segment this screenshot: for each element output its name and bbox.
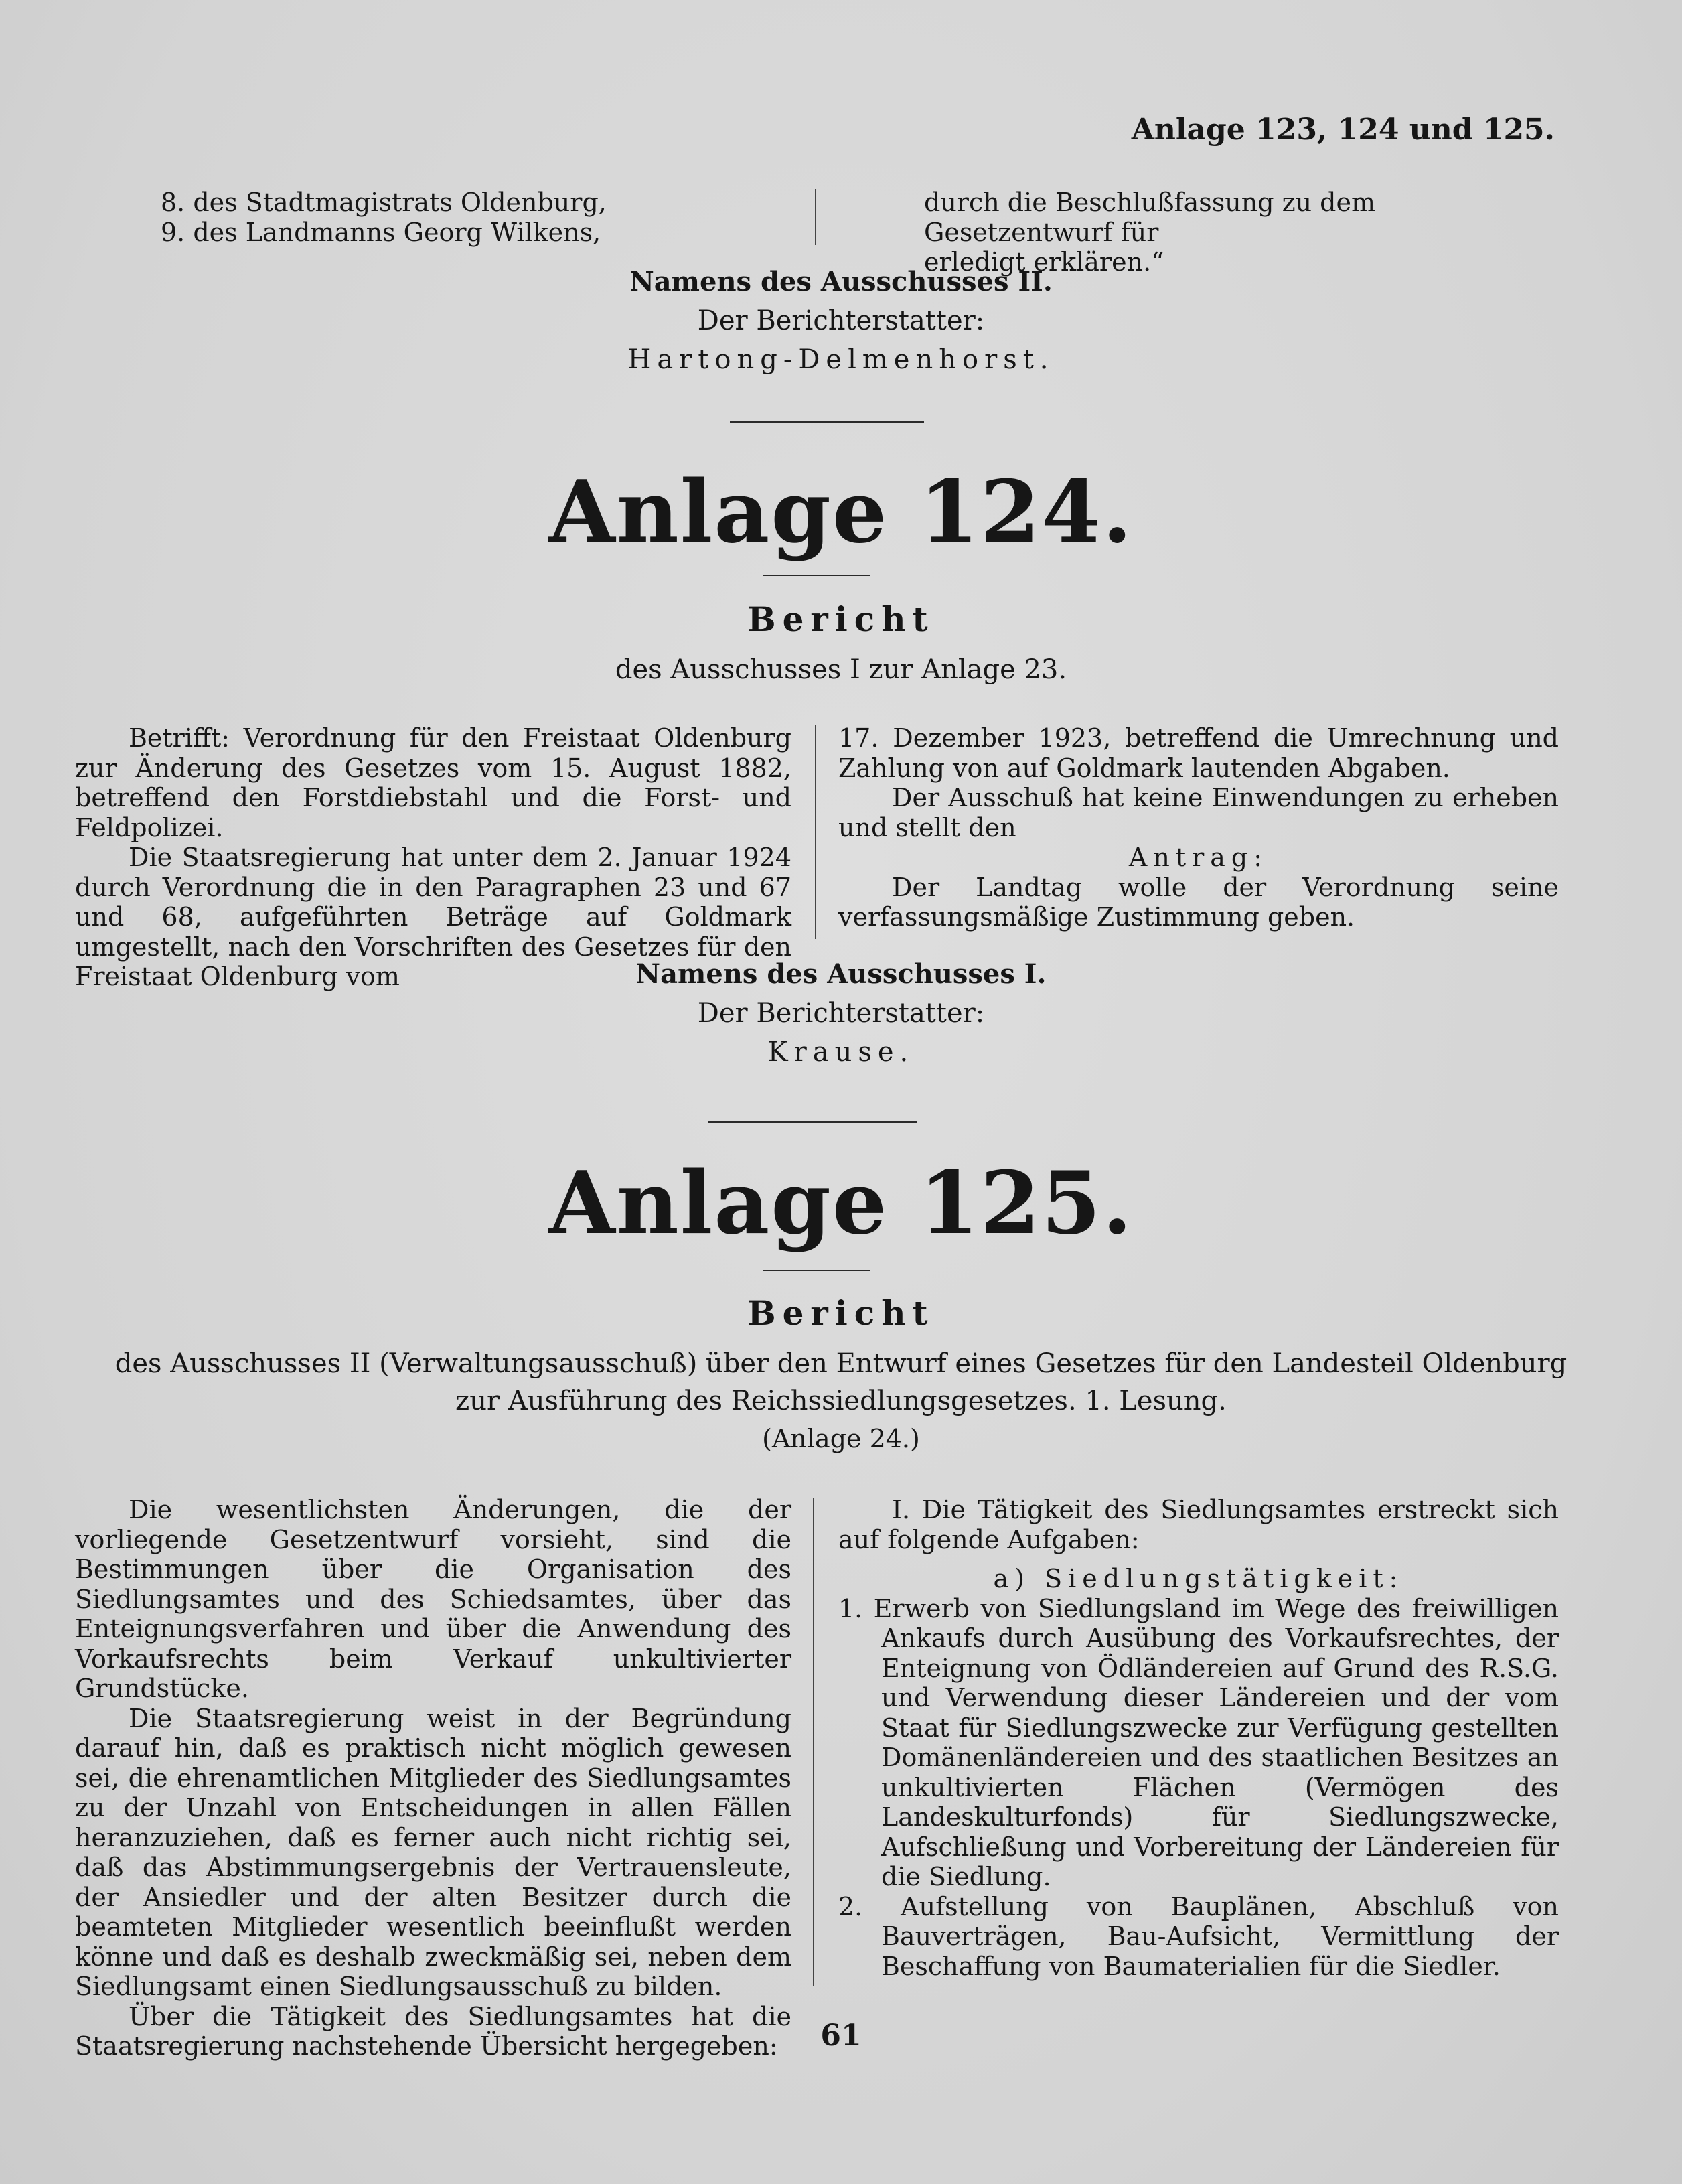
- paragraph: Die Staatsregierung hat unter dem 2. Januar 1924 durch Verordnung die in den Paragraphen 23 und 67 und 68, aufgeführten Beträge auf Goldmark umgestellt, nach den Vorschriften des Gesetzes für den Freistaat Oldenburg vom: [75, 843, 791, 991]
- column-divider: [815, 725, 816, 939]
- running-header: Anlage 123, 124 und 125.: [1131, 113, 1555, 147]
- title-underline: [763, 575, 870, 576]
- subsection-heading: a) Siedlungstätigkeit:: [993, 1564, 1404, 1593]
- paragraph: Betrifft: Verordnung für den Freistaat Oldenburg zur Änderung des Gesetzes vom 15. August 1882, betreffend den Forstdiebstahl und die Forst- und Feldpolizei.: [75, 723, 791, 843]
- signature-block-top: [0, 263, 1682, 379]
- separator-rule: [708, 1121, 917, 1123]
- paragraph: Über die Tätigkeit des Siedlungsamtes hat die Staatsregierung nachstehende Übersicht hergegeben:: [75, 2001, 791, 2061]
- signature-name: Hartong-Delmenhorst.: [627, 344, 1055, 375]
- signature-role: Der Berichterstatter:: [697, 998, 985, 1029]
- signature-role: Der Berichterstatter:: [697, 305, 985, 336]
- list-item: 2. Aufstellung von Bauplänen, Abschluß von Bauverträgen, Bau-Aufsicht, Vermittlung der Beschaffung von Baumaterialien für die Siedler.: [838, 1891, 1559, 1981]
- subtitle-line: des Ausschusses II (Verwaltungsausschuß) über den Entwurf eines Gesetzes für den Landesteil Oldenburg: [114, 1348, 1568, 1379]
- subtitle-line: zur Ausführung des Reichssiedlungsgesetzes. 1. Lesung.: [455, 1386, 1227, 1416]
- anlage-124-left-column: [75, 723, 791, 992]
- page-number: 61: [820, 2019, 862, 2053]
- list-item: 8. des Stadtmagistrats Oldenburg,: [161, 188, 607, 217]
- anlage-125-left-column: [75, 1495, 791, 2061]
- anlage-124-right-column: [838, 723, 1559, 932]
- column-divider: [813, 1498, 814, 1986]
- text-line: erledigt erklären.“: [924, 247, 1164, 277]
- top-left-list: [161, 188, 763, 247]
- signature-block-124: [0, 955, 1682, 1072]
- signature-committee: Namens des Ausschusses II.: [629, 266, 1053, 297]
- anlage-124-subtitle: des Ausschusses I zur Anlage 23.: [615, 654, 1067, 685]
- paragraph: Der Ausschuß hat keine Einwendungen zu erheben und stellt den: [838, 783, 1559, 843]
- signature-committee: Namens des Ausschusses I.: [635, 958, 1047, 990]
- paragraph: Die Staatsregierung weist in der Begründung darauf hin, daß es praktisch nicht möglich gewesen sei, die ehrenamtlichen Mitglieder des Siedlungsamtes zu der Unzahl von Entscheidungen in allen Fällen heranzuziehen, daß es ferner auch nicht richtig sei, daß das Abstimmungsergebnis der Vertrauensleute, der Ansiedler und der alten Besitzer durch die beamteten Mitglieder wesentlich beeinflußt werden könne und daß es deshalb zweckmäßig sei, neben dem Siedlungsamt einen Siedlungsausschuß zu bilden.: [75, 1703, 791, 2001]
- list-item: 9. des Landmanns Georg Wilkens,: [161, 217, 601, 247]
- bericht-heading: Bericht: [747, 1293, 935, 1333]
- separator-rule: [730, 421, 924, 423]
- title-underline: [763, 1270, 870, 1271]
- subtitle-reference: (Anlage 24.): [762, 1424, 920, 1453]
- paragraph: 17. Dezember 1923, betreffend die Umrechnung und Zahlung von auf Goldmark lautenden Abgaben.: [838, 723, 1559, 783]
- antrag-text: Der Landtag wolle der Verordnung seine verfassungsmäßige Zustimmung geben.: [838, 872, 1559, 932]
- bericht-heading: Bericht: [747, 599, 935, 639]
- list-item: 1. Erwerb von Siedlungsland im Wege des freiwilligen Ankaufs durch Ausübung des Vorkaufsrechtes, der Enteignung von Ödländereien auf Grund des R.S.G. und Verwendung dieser Ländereien und der vom Staat für Siedlungszwecke zur Verfügung gestellten Domänenländereien und des staatlichen Besitzes an unkultivierten Flächen (Vermögen des Landeskulturfonds) für Siedlungszwecke, Aufschließung und Vorbereitung der Ländereien für die Siedlung.: [838, 1593, 1559, 1891]
- anlage-125-subtitle: [0, 1345, 1682, 1457]
- anlage-125-title: Anlage 125.: [548, 1153, 1134, 1254]
- column-divider: [815, 189, 816, 245]
- anlage-124-title: Anlage 124.: [548, 462, 1134, 563]
- anlage-125-right-column: [838, 1495, 1559, 1981]
- antrag-label: Antrag:: [1128, 843, 1269, 872]
- paragraph: I. Die Tätigkeit des Siedlungsamtes erstreckt sich auf folgende Aufgaben:: [838, 1495, 1559, 1554]
- text-line: durch die Beschlußfassung zu dem Gesetzentwurf für: [924, 188, 1376, 247]
- signature-name: Krause.: [767, 1037, 915, 1068]
- paragraph: Die wesentlichsten Änderungen, die der vorliegende Gesetzentwurf vorsieht, sind die Bestimmungen über die Organisation des Siedlungsamtes und des Schiedsamtes, über das Enteignungsverfahren und über die Anwendung des Vorkaufsrechts beim Verkauf unkultivierter Grundstücke.: [75, 1495, 791, 1703]
